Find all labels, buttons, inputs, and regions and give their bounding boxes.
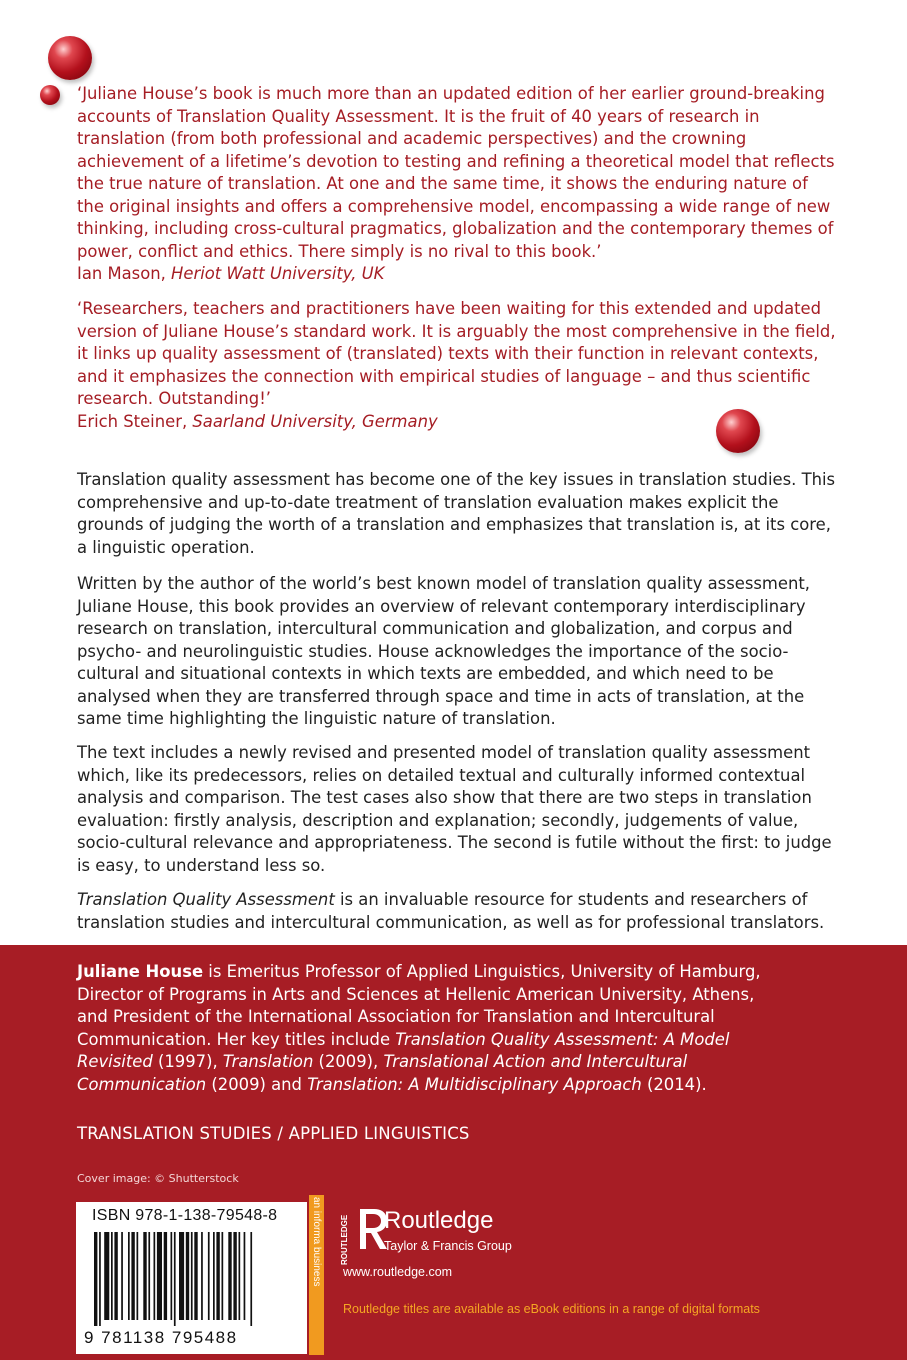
cover-credit: Cover image: © Shutterstock — [77, 1172, 239, 1185]
description-paragraph-1: Translation quality assessment has become one of the key issues in translation studies. This comprehensive and up-to-date treatment of translation evaluation makes explicit the grounds of judging the worth of a translation and emphasizes that translation is, at its core, a linguistic operation. — [77, 470, 836, 557]
publisher-name: Routledge — [384, 1207, 494, 1234]
author-bio: Juliane House is Emeritus Professor of Applied Linguistics, University of Hamburg, Director of Programs in Arts and Sciences at Hellenic American University, Athens, and President of the International Association for Translation and Intercultural Communication. Her key titles include Translation Quality Assessment: A Model Revisited (1997), Translation (2009), Translational Action and Intercultural Communication (2009) and Translation: A Multidisciplinary Approach (2014). — [77, 962, 761, 1094]
review-quote-2 — [77, 298, 837, 433]
ebook-note: Routledge titles are available as eBook editions in a range of digital formats — [343, 1302, 760, 1316]
publisher-group: Taylor & Francis Group — [384, 1239, 512, 1253]
barcode-digits: 9 781138 795488 — [84, 1328, 238, 1347]
description-paragraph-4: Translation Quality Assessment is an invaluable resource for students and researchers of translation studies and intercultural communication, as well as for professional translators. — [77, 890, 825, 932]
quote-attribution: Ian Mason, Heriot Watt University, UK — [77, 264, 385, 283]
red-bead-small-icon — [40, 85, 60, 105]
isbn-barcode-box — [76, 1202, 307, 1354]
quote-attribution: Erich Steiner, Saarland University, Germany — [77, 411, 438, 431]
quote-text: ‘Juliane House’s book is much more than an updated edition of her earlier ground-breaking accounts of Translation Quality Assessment. It is the fruit of 40 years of research in translation (from both professional and academic perspectives) and the crowning achievement of a lifetime’s devotion to testing and refining a theoretical model that reflects the true nature of translation. At one and the same time, it shows the enduring nature of the original insights and offers a comprehensive model, encompassing a wide range of new thinking, including cross-cultural pragmatics, globalization and the contemporary themes of power, conflict and ethics. There simply is no rival to this book.’ — [77, 84, 835, 261]
review-quote-1 — [77, 83, 837, 286]
subject-category: TRANSLATION STUDIES / APPLIED LINGUISTICS — [77, 1124, 470, 1143]
informa-strip — [309, 1195, 324, 1355]
red-bead-large-icon — [48, 36, 92, 80]
informa-label: an informa business — [311, 1197, 322, 1287]
routledge-vertical-tag: ROUTLEDGE — [340, 1214, 349, 1265]
description-paragraph-2: Written by the author of the world’s best known model of translation quality assessment, Juliane House, this book provides an overview of relevant contemporary interdisciplinary research on translation, intercultural communication and globalization, and corpus and psycho- and neurolinguistic studies. House acknowledges the importance of the socio-cultural and situational contexts in which texts are embedded, and which need to be analysed when they are transferred through space and time in acts of translation, at the same time highlighting the linguistic nature of translation. — [77, 574, 810, 728]
description-paragraph-3: The text includes a newly revised and presented model of translation quality assessment which, like its predecessors, relies on detailed textual and culturally informed contextual analysis and comparison. The test cases also show that there are two steps in translation evaluation: firstly analysis, description and explanation; secondly, judgements of value, socio-cultural relevance and appropriateness. The second is futile without the first: to judge is easy, to understand less so. — [77, 743, 832, 875]
publisher-website[interactable]: www.routledge.com — [343, 1265, 453, 1279]
barcode-icon — [82, 1230, 302, 1348]
quote-text: ‘Researchers, teachers and practitioners have been waiting for this extended and updated version of Juliane House’s standard work. It is arguably the most comprehensive in the field, it links up quality assessment of (translated) texts with their function in relevant contexts, and it emphasizes the connection with empirical studies of language – and thus scientific research. Outstanding!’ — [77, 299, 836, 408]
back-cover-band — [0, 945, 907, 1360]
isbn-number: ISBN 978-1-138-79548-8 — [92, 1207, 278, 1224]
